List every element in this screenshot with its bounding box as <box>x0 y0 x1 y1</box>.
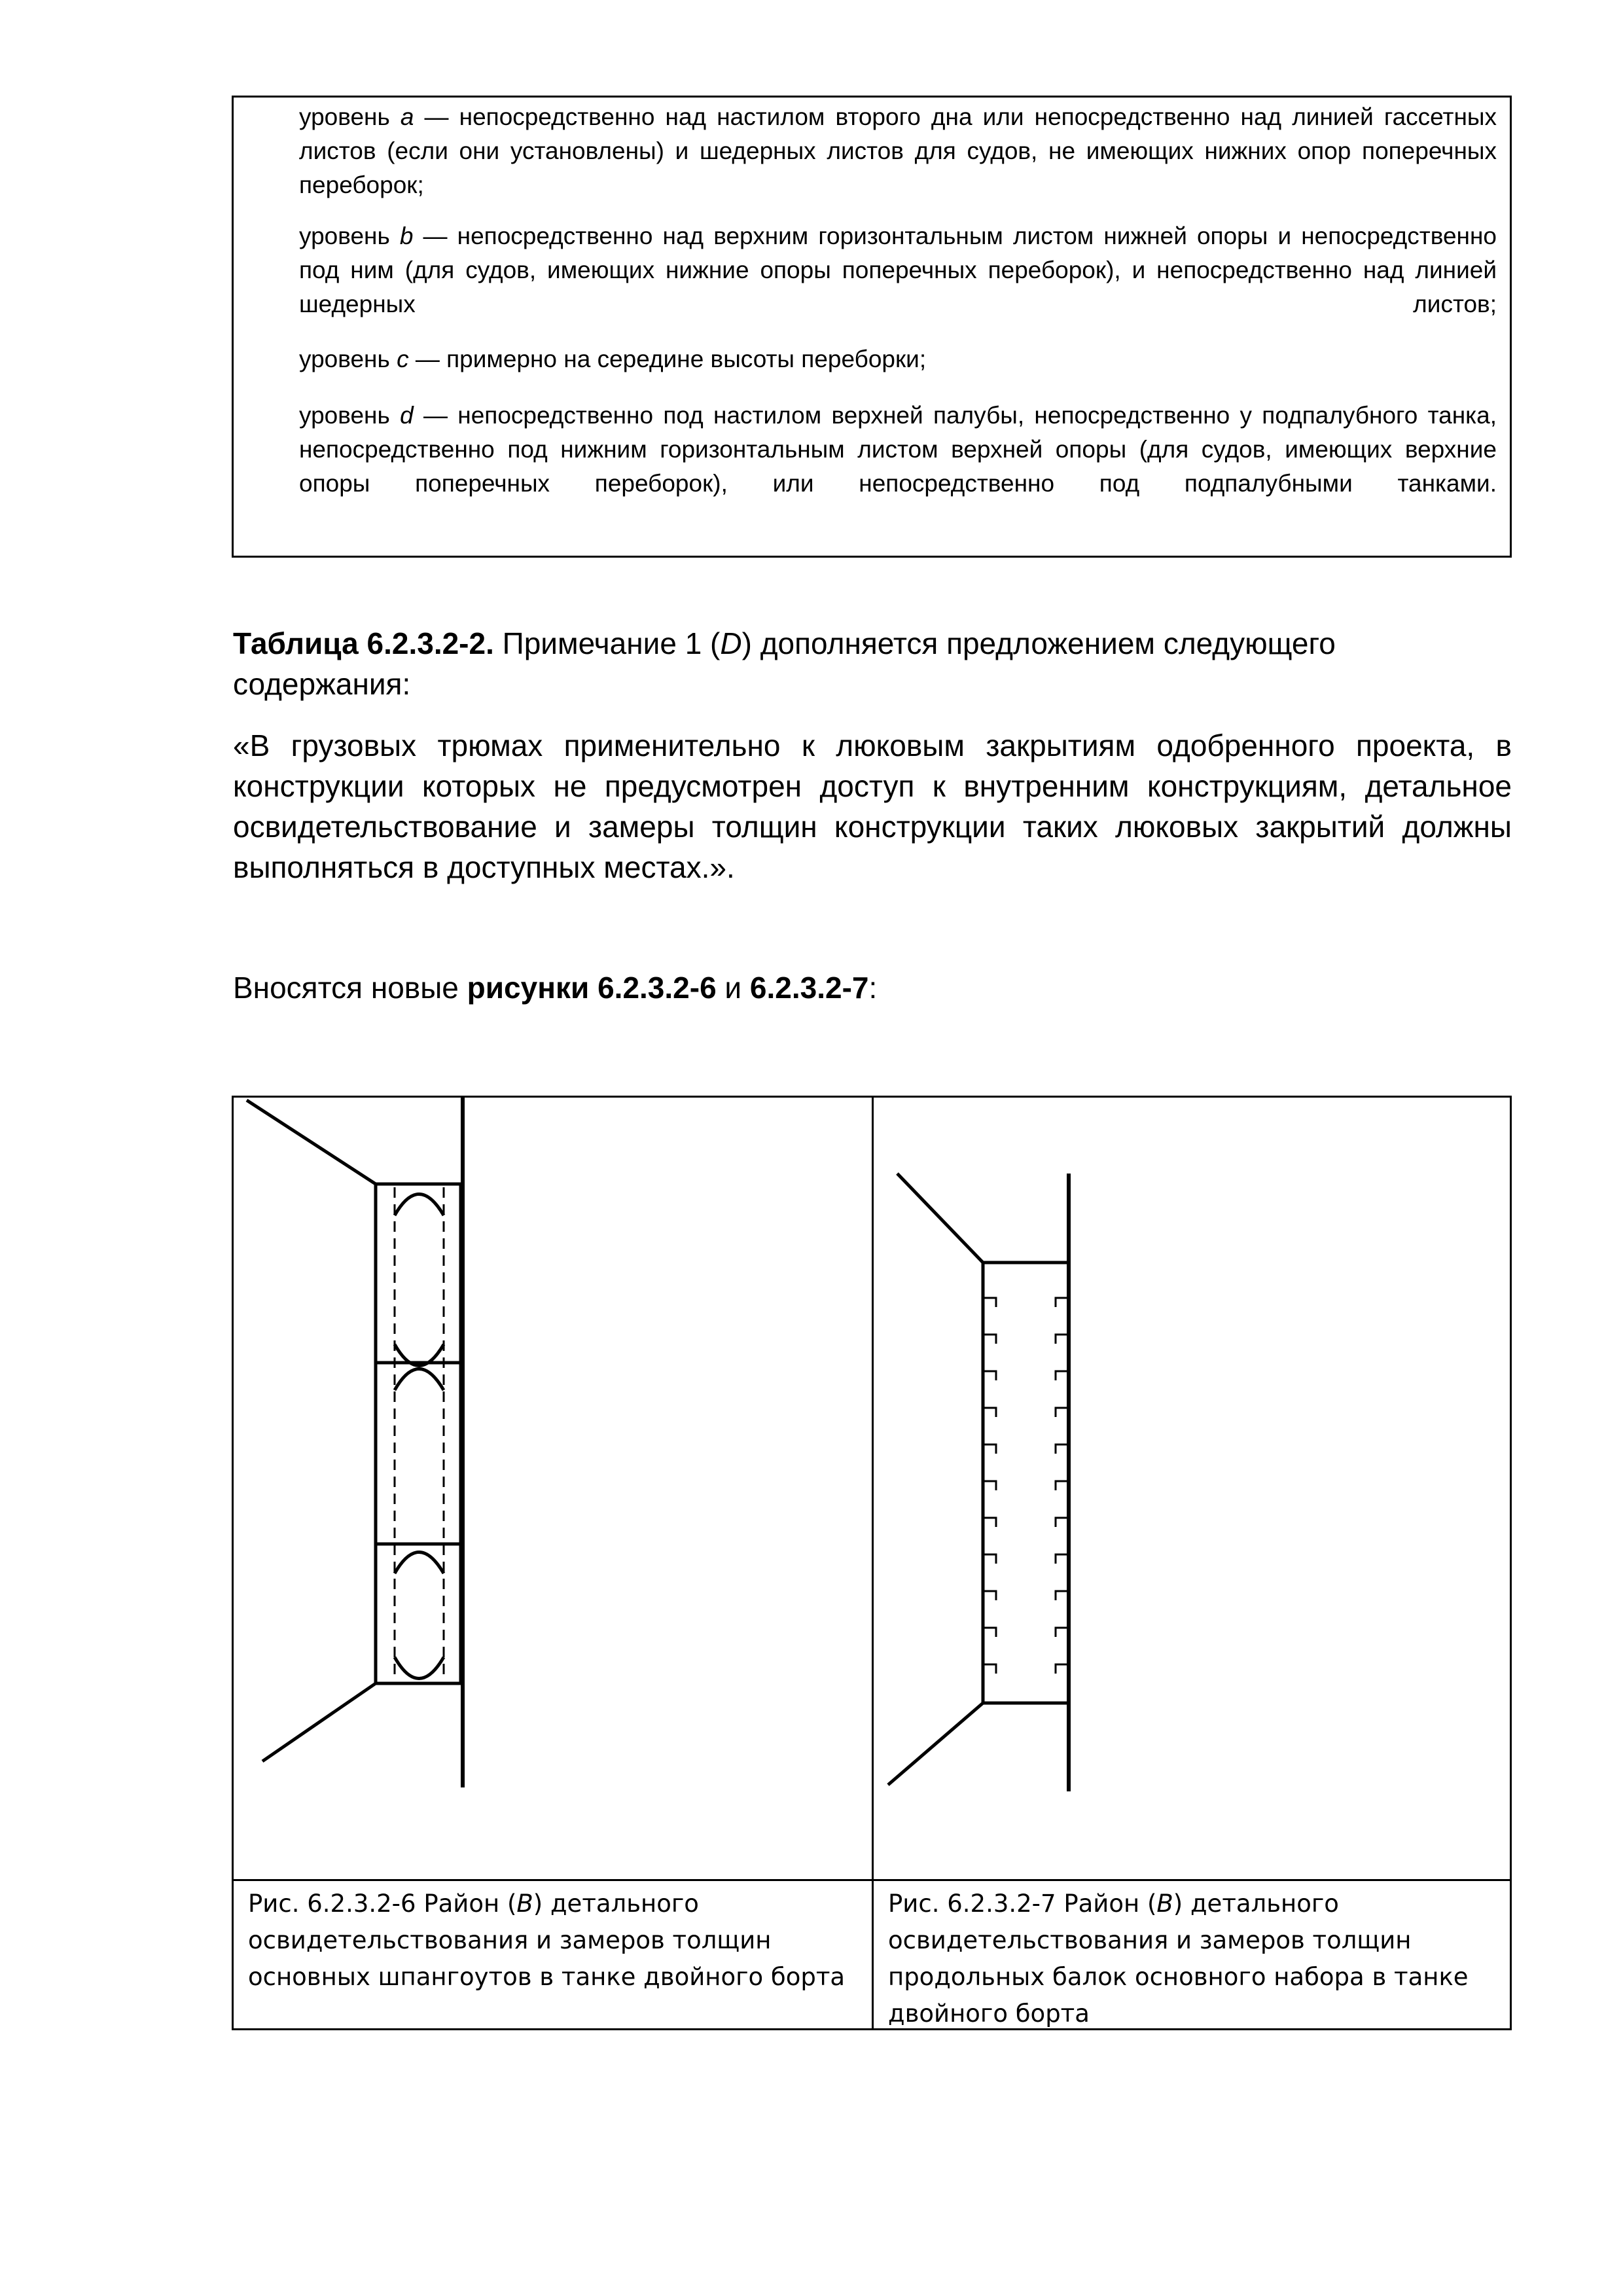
inner-side-panel <box>376 1184 461 1683</box>
level-b <box>299 219 1497 355</box>
cutout-2 <box>395 1369 444 1391</box>
level-d <box>299 399 1497 535</box>
level-d-letter: d <box>400 402 414 429</box>
level-a-text: — непосредственно над настилом второго дна или непосредственно над линией гассетных листов (если они установлены) и шедерных листов для судов, не имеющих нижних опор поперечных переборок; <box>299 103 1497 198</box>
figure-6-2-3-2-7-drawing <box>874 1098 1510 1879</box>
level-c-label: уровень <box>299 346 397 372</box>
figure-table <box>232 1096 1512 2030</box>
upper-hopper-line <box>897 1174 983 1263</box>
caption-1-text: ) детального освидетельствования и замеров толщин основных шпангоутов в танке двойного борта <box>248 1890 846 1991</box>
new-figures-intro: Вносятся новые <box>233 971 467 1005</box>
figure-6-2-3-2-6-drawing <box>234 1098 872 1879</box>
figure-table-divider-horizontal <box>234 1879 1510 1881</box>
caption-1-prefix: Рис. 6.2.3.2-6 Район ( <box>248 1890 517 1918</box>
levels-box <box>232 96 1512 558</box>
cutout-1 <box>395 1194 444 1366</box>
longitudinals-left <box>983 1298 996 1674</box>
level-d-text: — непосредственно под настилом верхней палубы, непосредственно у подпалубного танка, непосредственно под нижним горизонтальным листом верхней опоры (для судов, имеющих верхние опоры поперечных переборок), или непосредственно под подпалубными танками. <box>299 402 1497 497</box>
upper-hopper-line <box>247 1100 376 1184</box>
lower-hopper-line <box>888 1703 983 1785</box>
level-a <box>299 100 1497 236</box>
caption-2-text: ) детального освидетельствования и замеров толщин продольных балок основного набора в танке двойного борта <box>888 1890 1469 2028</box>
level-b-label: уровень <box>299 223 400 249</box>
cutout-3 <box>395 1552 444 1679</box>
new-figures-line <box>233 967 1512 1008</box>
table-note-text-after: ) дополняется предложением следующего содержания: <box>233 626 1336 701</box>
new-figures-colon: : <box>868 971 878 1005</box>
level-a-label: уровень <box>299 103 401 130</box>
table-note-text-before: Примечание 1 ( <box>493 626 721 660</box>
level-b-text: — непосредственно над верхним горизонтальным листом нижней опоры и непосредственно под ним (для судов, имеющих нижние опоры поперечных переборок), и непосредственно над линией шедерных листов; <box>299 223 1497 317</box>
figure-6-2-3-2-6-caption <box>248 1886 857 1996</box>
new-figures-ref1: рисунки 6.2.3.2-6 <box>467 971 717 1005</box>
new-figures-ref2: 6.2.3.2-7 <box>749 971 869 1005</box>
quote-paragraph <box>233 725 1512 888</box>
caption-2-prefix: Рис. 6.2.3.2-7 Район ( <box>888 1890 1157 1918</box>
table-note-letter: D <box>720 626 742 660</box>
lower-hopper-line <box>262 1683 376 1761</box>
table-note-ref: Таблица 6.2.3.2-2. <box>233 626 494 660</box>
level-c-text: — примерно на середине высоты переборки; <box>408 346 927 372</box>
level-a-letter: a <box>400 103 414 130</box>
caption-2-letter: B <box>1156 1890 1173 1918</box>
figure-6-2-3-2-7-caption <box>888 1886 1497 2032</box>
level-d-label: уровень <box>299 402 401 429</box>
new-figures-and: и <box>716 971 750 1005</box>
quote-text: «В грузовых трюмах применительно к люковым закрытиям одобренного проекта, в конструкции которых не предусмотрен доступ к внутренним конструкциям, детальное освидетельствование и замеры толщин конструкции таких люковых закрытий должны выполняться в доступных местах.». <box>233 728 1512 884</box>
table-note <box>233 623 1512 704</box>
level-c <box>299 342 1497 376</box>
caption-1-letter: B <box>516 1890 533 1918</box>
level-c-letter: c <box>397 346 409 372</box>
level-b-letter: b <box>399 223 414 249</box>
